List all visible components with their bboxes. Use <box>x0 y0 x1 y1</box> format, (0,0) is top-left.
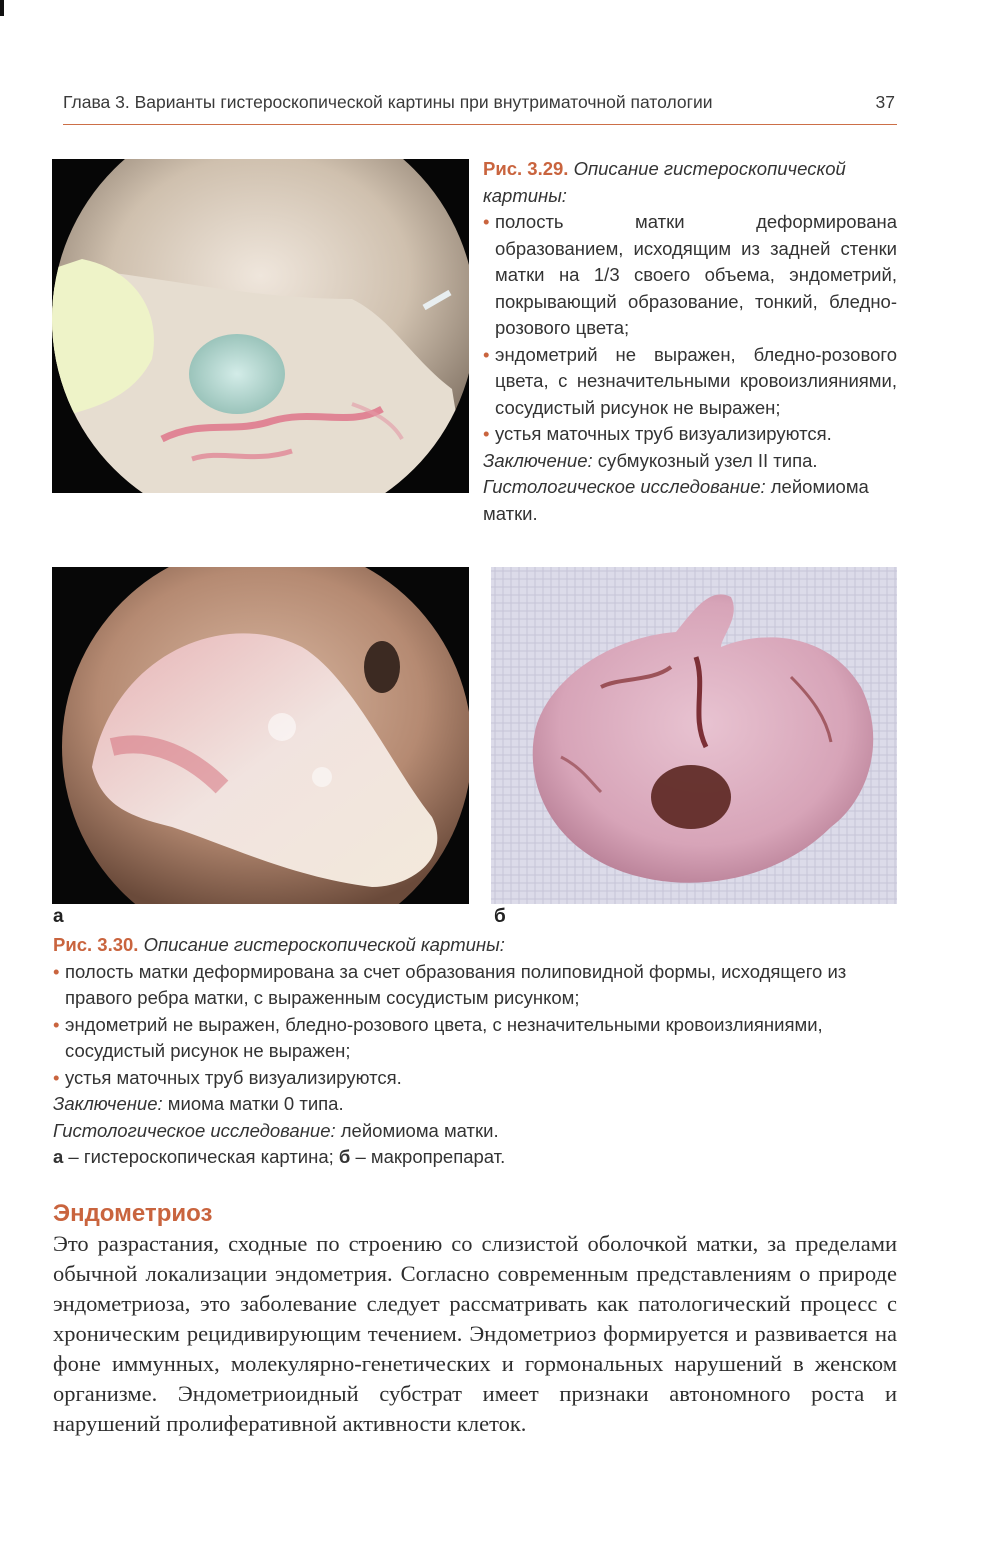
figure-3-29-bullet: • полость матки деформирована образованием, исходящим из задней стенки матки на 1/3 своего объема, эндометрий, покрывающий образование, тонкий, бледно-розового цвета; <box>483 209 897 342</box>
figure-3-29-number: Рис. 3.29. <box>483 158 569 179</box>
legend-text-a: – гистероскопическая картина; <box>63 1146 339 1167</box>
figure-3-29-histology-text: лейомиома матки. <box>483 476 869 524</box>
figure-3-29-conclusion-label: Заключение: <box>483 449 593 471</box>
section-paragraph: Это разрастания, сходные по строению со слизистой оболочкой матки, за пределами обычной локализации эндометрия. Согласно современным представлениям о природе эндометриоза, это заболевание следует рассматривать как патологический процесс с хроническим рецидивирующим течением. Эндометриоз формируется и развивается на фоне иммунных, молекулярно-генетических и гормональных нарушений в женском организме. Эндометриоидный субстрат имеет признаки автономного роста и нарушений пролиферативной активности клеток. <box>53 1231 897 1436</box>
figure-3-30-bullet: • эндометрий не выражен, бледно-розового цвета, с незначительными кровоизлияниями, сосудистый рисунок не выражен; <box>53 1012 903 1065</box>
figure-3-30a-hysteroscopy-photo <box>52 567 469 904</box>
figure-3-30-number: Рис. 3.30. <box>53 934 139 955</box>
figure-3-30b-macro-specimen-photo <box>491 567 897 904</box>
figure-3-29-conclusion-text: субмукозный узел II типа. <box>597 449 818 471</box>
running-header <box>63 92 897 125</box>
figure-3-30-conclusion-text: миома матки 0 типа. <box>167 1093 344 1114</box>
figure-3-30-conclusion-label: Заключение: <box>53 1093 163 1114</box>
figure-3-29-bullet: • устья маточных труб визуализируются. <box>483 421 897 448</box>
panel-label-b: б <box>494 906 506 927</box>
figure-3-29-hysteroscopy-photo <box>52 159 469 493</box>
figure-3-30-bullet: • устья маточных труб визуализируются. <box>53 1065 903 1092</box>
section-heading: Эндометриоз <box>53 1200 213 1227</box>
legend-key-a: а <box>53 1146 64 1167</box>
figure-3-30-panel-legend <box>53 1144 903 1171</box>
figure-3-29-caption <box>483 156 897 527</box>
figure-3-29-bullet: • эндометрий не выражен, бледно-розового цвета, с незначительными кровоизлияниями, сосудистый рисунок не выражен; <box>483 342 897 422</box>
panel-label-a: а <box>53 906 64 927</box>
legend-key-b: б <box>338 1146 351 1167</box>
page-number: 37 <box>875 92 895 112</box>
figure-3-30-histology-text: лейомиома матки. <box>340 1119 499 1141</box>
scan-corner-mark <box>0 0 4 16</box>
legend-text-b: – макропрепарат. <box>350 1146 506 1167</box>
figure-3-30-title: Описание гистероскопической картины: <box>143 934 505 955</box>
figure-3-29-title: Описание гистероскопической картины: <box>483 158 846 206</box>
chapter-title: Глава 3. Варианты гистероскопической картины при внутриматочной патологии <box>63 92 713 112</box>
figure-3-30-bullet: • полость матки деформирована за счет образования полиповидной формы, исходящего из правого ребра матки, с выраженным сосудистым рисунком; <box>53 959 903 1012</box>
figure-3-30-histology-label: Гистологическое исследование: <box>53 1119 336 1141</box>
figure-3-29-histology-label: Гистологическое исследование: <box>483 476 766 497</box>
figure-3-30-caption <box>53 932 903 1171</box>
